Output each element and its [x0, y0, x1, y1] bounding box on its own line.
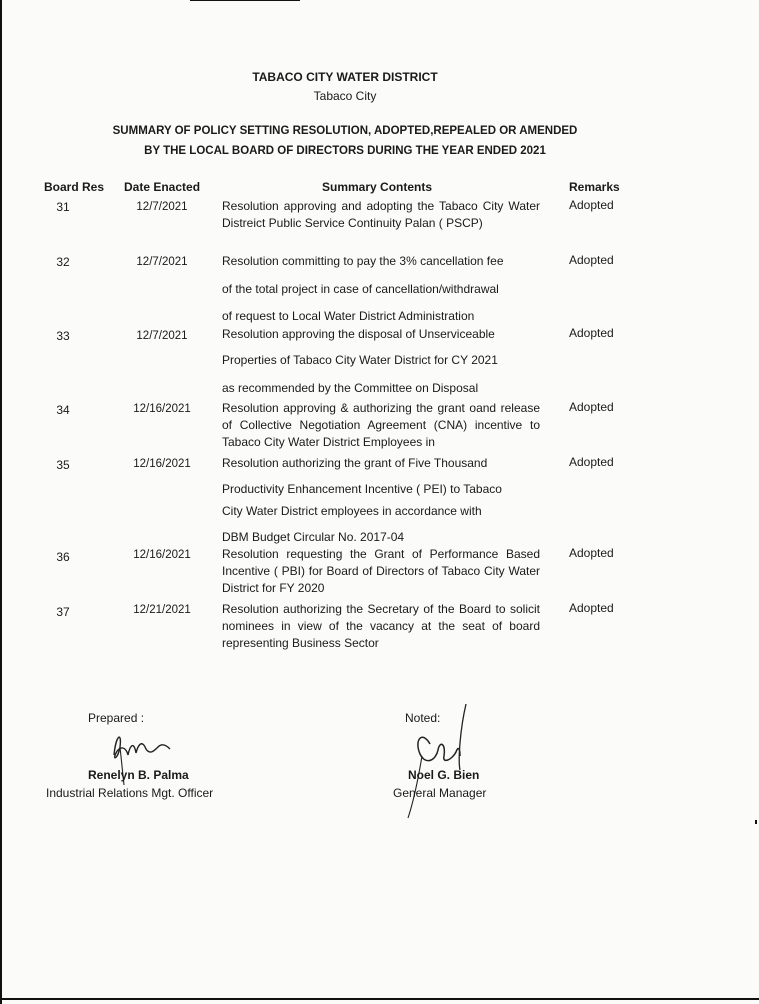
noted-name: Noel G. Bien: [408, 768, 480, 782]
row-33-remarks: Adopted: [569, 326, 614, 340]
city-name: Tabaco City: [313, 89, 377, 103]
row-34-date: 12/16/2021: [133, 403, 191, 415]
row-35-summary-line-4: DBM Budget Circular No. 2017-04: [222, 530, 405, 544]
prepared-position: Industrial Relations Mgt. Officer: [46, 786, 214, 800]
noted-label: Noted:: [405, 711, 441, 725]
row-31-summary: Resolution approving and adopting the Tabaco City Water Distreict Public Service Continuity Palan ( PSCP): [222, 199, 540, 230]
row-35-board-res: 35: [56, 458, 70, 472]
row-37-board-res: 37: [56, 605, 70, 619]
row-37-date: 12/21/2021: [133, 604, 191, 616]
row-33-summary-line-3: as recommended by the Committee on Disposal: [222, 381, 479, 395]
scan-edge-top: [190, 0, 300, 1]
column-header-summary: Summary Contents: [322, 180, 433, 194]
row-36-summary: Resolution requesting the Grant of Performance Based Incentive ( PBI) for Board of Directors of Tabaco City Water District for FY 2020: [222, 547, 540, 595]
row-37-summary: Resolution authorizing the Secretary of the Board to solicit nominees in view of the vacancy at the seat of board representing Business Sector: [222, 602, 540, 650]
column-header-remarks: Remarks: [569, 180, 620, 194]
document-title-line-2: BY THE LOCAL BOARD OF DIRECTORS DURING THE YEAR ENDED 2021: [144, 145, 546, 157]
row-32-summary-line-3: of request to Local Water District Administration: [222, 309, 475, 323]
row-32-board-res: 32: [56, 255, 70, 269]
organization-name: TABACO CITY WATER DISTRICT: [252, 70, 438, 84]
row-35-summary-line-3: City Water District employees in accordance with: [222, 504, 482, 518]
row-34-summary: Resolution approving & authorizing the grant oand release of Collective Negotiation Agreement (CNA) incentive to Tabaco City Water District Employees in: [222, 401, 540, 449]
row-31-remarks: Adopted: [569, 198, 614, 212]
row-36-remarks: Adopted: [569, 546, 614, 560]
column-header-board-res: Board Res: [44, 180, 105, 194]
row-35-date: 12/16/2021: [133, 458, 191, 470]
prepared-name: Renelyn B. Palma: [88, 768, 189, 782]
row-33-summary-line-2: Properties of Tabaco City Water District for CY 2021: [222, 353, 498, 367]
row-32-summary-line-1: Resolution committing to pay the 3% cancellation fee: [222, 254, 504, 268]
scan-edge-bottom: [0, 998, 759, 1000]
row-37-remarks: Adopted: [569, 601, 614, 615]
row-32-remarks: Adopted: [569, 253, 614, 267]
row-33-summary-line-1: Resolution approving the disposal of Unserviceable: [222, 327, 495, 341]
row-34-board-res: 34: [56, 403, 70, 417]
row-31-board-res: 31: [56, 200, 70, 214]
row-35-summary-line-1: Resolution authorizing the grant of Five Thousand: [222, 456, 488, 470]
row-32-summary-line-2: of the total project in case of cancellation/withdrawal: [222, 282, 499, 296]
document-title-line-1: SUMMARY OF POLICY SETTING RESOLUTION, ADOPTED,REPEALED OR AMENDED: [112, 125, 578, 137]
noted-signature-icon: [400, 700, 480, 820]
scan-edge-right: [755, 820, 757, 824]
row-36-date: 12/16/2021: [133, 549, 191, 561]
prepared-label: Prepared :: [88, 711, 145, 725]
noted-position: General Manager: [393, 786, 487, 800]
column-header-date-enacted: Date Enacted: [124, 180, 201, 194]
row-35-summary-line-2: Productivity Enhancement Incentive ( PEI) to Tabaco: [222, 482, 502, 496]
row-31-date: 12/7/2021: [136, 201, 188, 213]
row-32-date: 12/7/2021: [136, 256, 188, 268]
row-33-date: 12/7/2021: [136, 330, 188, 342]
row-33-board-res: 33: [56, 329, 70, 343]
row-34-remarks: Adopted: [569, 400, 614, 414]
row-35-remarks: Adopted: [569, 455, 614, 469]
row-36-board-res: 36: [56, 550, 70, 564]
